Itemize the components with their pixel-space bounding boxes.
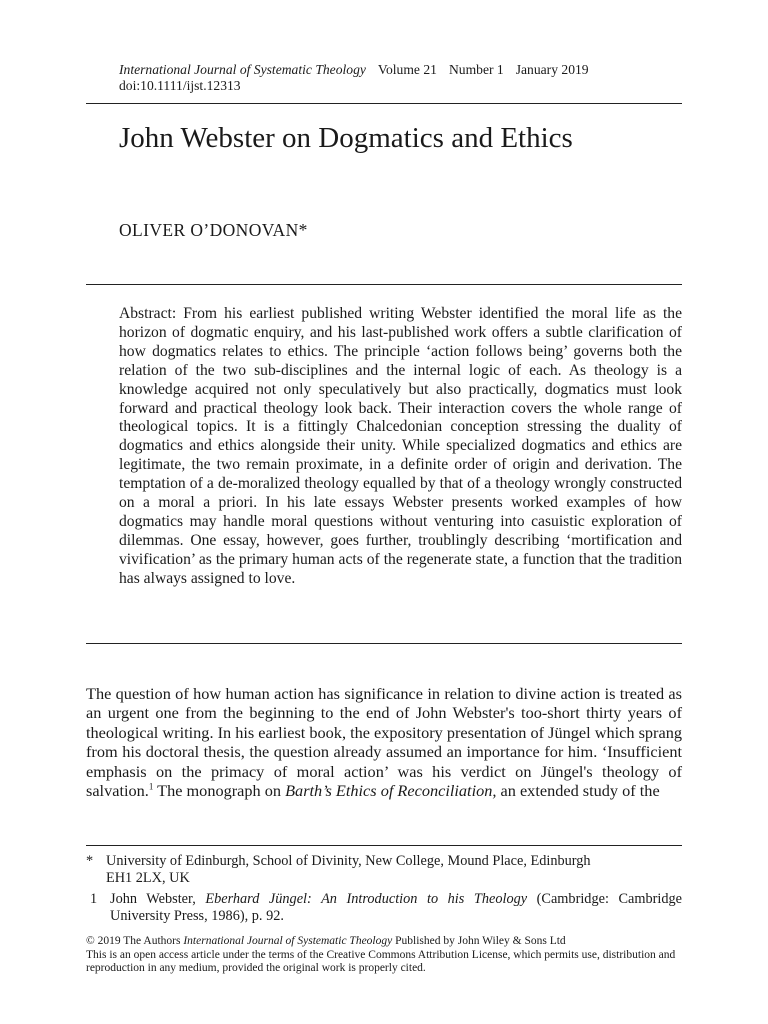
journal-volume: Volume 21 [377, 62, 437, 77]
journal-name: International Journal of Systematic Theology [119, 62, 366, 77]
footnote-1-author: John Webster, [110, 891, 206, 907]
body-paragraph [86, 684, 682, 800]
copyright-journal: International Journal of Systematic Theology [183, 935, 393, 947]
book-title: Barth’s Ethics of Reconciliation, [285, 781, 497, 801]
abstract: Abstract: From his earliest published writing Webster identified the moral life as the horizon of dogmatic enquiry, and his last-published work offers a subtle clarification of how dogmatics relates to ethics. The principle ‘action follows being’ governs both the relation of the two sub-disciplines and the internal logic of each. As theology is a knowledge acquired not only speculatively but also practically, dogmatics must look forward and practical theology look back. Their interaction covers the whole range of theological topics. It is a fittingly Chalcedonian conception stressing the duality of dogmatics and ethics alongside their unity. While specialized dogmatics and ethics are legitimate, the two remain proximate, in a definite order of origin and derivation. The temptation of a de-moralized theology equalled by that of a theology wrongly constructed on a moral a priori. In his late essays Webster presents worked examples of how dogmatics may handle moral questions without venturing into casuistic exploration of dilemmas. One essay, however, goes further, troublingly describing ‘mortification and vivification’ as the primary human acts of the regenerate state, a function that the tradition has always assigned to love. [119, 305, 682, 587]
copyright-prefix: © 2019 The Authors [86, 935, 184, 947]
body-text-2: The monograph on [153, 781, 286, 801]
license-text: This is an open access article under the terms of the Creative Commons Attribution License, which permits use, distribution and reproduction in any medium, provided the original work is properly cited. [86, 948, 676, 975]
footnote-star-mark: * [86, 853, 94, 869]
footnote-divider [86, 845, 682, 846]
running-header [119, 62, 589, 94]
abstract-top-divider [86, 284, 682, 285]
journal-number: Number 1 [448, 62, 504, 77]
footnote-1-publisher: (Cambridge: Cambridge University Press, 1986), p. 92. [110, 891, 682, 924]
footnote-1 [90, 891, 682, 927]
body-text-3: an extended study of the [496, 781, 660, 801]
copyright-publisher: Published by John Wiley & Sons Ltd [392, 935, 566, 947]
abstract-bottom-divider [86, 643, 682, 644]
doi[interactable]: doi:10.1111/ijst.12313 [119, 78, 241, 93]
footnote-ref-1[interactable]: 1 [148, 781, 154, 792]
header-divider [86, 103, 682, 104]
body-text-1: The question of how human action has significance in relation to divine action is treated as an urgent one from the beginning to the end of John Webster's too-short thirty years of theological writing. In his earliest book, the expository presentation of Jüngel which sprang from his doctoral thesis, the question already assumed an importance for him. ‘Insufficient emphasis on the primacy of moral action’ was his verdict on Jüngel's theology of salvation. [86, 684, 682, 801]
copyright-notice [86, 935, 686, 976]
footnote-1-text [110, 891, 682, 925]
footnote-1-mark: 1 [90, 891, 98, 907]
journal-date: January 2019 [515, 62, 589, 77]
footnote-star-text: University of Edinburgh, School of Divinity, New College, Mound Place, Edinburgh EH1 2LX, UK [106, 853, 591, 886]
footnote-1-title: Eberhard Jüngel: An Introduction to his Theology [205, 891, 528, 907]
header-line-1 [119, 62, 589, 78]
copyright-line-1 [86, 935, 686, 949]
footnote-affiliation [86, 853, 682, 889]
article-title: John Webster on Dogmatics and Ethics [119, 122, 573, 154]
author-name: OLIVER O’DONOVAN* [119, 220, 308, 240]
